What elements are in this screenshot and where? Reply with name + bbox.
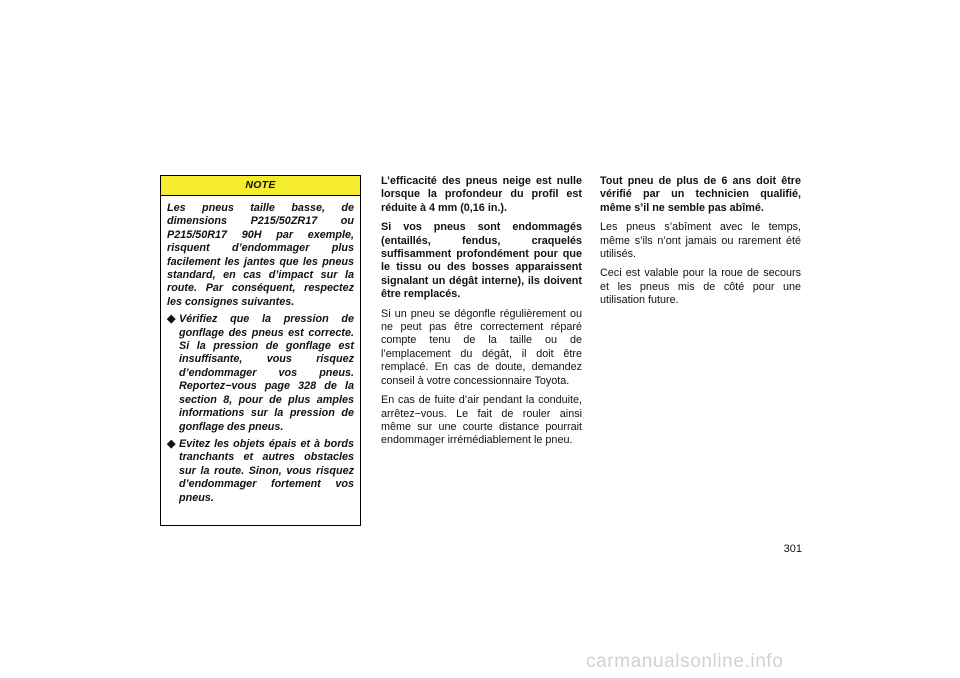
paragraph: Ceci est valable pour la roue de secours et les pneus mis de côté pour une utilisation future.	[600, 267, 801, 307]
watermark: carmanualsonline.info	[586, 651, 784, 672]
page-number: 301	[783, 543, 802, 555]
paragraph: En cas de fuite d’air pendant la conduite, arrêtez−vous. Le fait de rouler ainsi même sur une courte distance pourrait endommager irrémédiablement le pneu.	[381, 394, 582, 447]
note-bullet	[167, 313, 354, 434]
paragraph-bold: L’efficacité des pneus neige est nulle lorsque la profondeur du profil est réduite à 4 mm (0,16 in.).	[381, 175, 582, 214]
note-body	[161, 196, 360, 505]
diamond-bullet-icon: ◆	[167, 313, 176, 326]
paragraph-bold: Si vos pneus sont endommagés (entaillés, fendus, craquelés suffisamment profondément pour que le tissu ou des bosses apparaissent signalant un dégât interne), ils doivent être remplacés.	[381, 221, 582, 301]
note-header: NOTE	[161, 176, 360, 196]
paragraph: Si un pneu se dégonfle régulièrement ou ne peut pas être correctement réparé compte tenu de la taille ou de l’emplacement du dégât, il doit être remplacé. En cas de doute, demandez conseil à votre concessionnaire Toyota.	[381, 307, 582, 387]
paragraph-bold: Tout pneu de plus de 6 ans doit être vérifié par un technicien qualifié, même s’il ne semble pas abîmé.	[600, 175, 801, 214]
text-column-right	[600, 175, 801, 314]
note-intro: Les pneus taille basse, de dimensions P215/50ZR17 ou P215/50R17 90H par exemple, risquent d’endommager plus facilement les jantes que les pneus standard, en cas d’impact sur la route. Par conséquent, respectez les consignes suivantes.	[167, 202, 354, 308]
paragraph: Les pneus s’abîment avec le temps, même s’ils n’ont jamais ou rarement été utilisés.	[600, 221, 801, 261]
note-bullet-text: Vérifiez que la pression de gonflage des pneus est correcte. Si la pression de gonflage est insuffisante, vous risquez d’endommager vos pneus. Reportez−vous page 328 de la section 8, pour de plus amples informations sur la pression de gonflage des pneus.	[179, 313, 354, 433]
diamond-bullet-icon: ◆	[167, 437, 176, 450]
note-bullet-text: Evitez les objets épais et à bords tranchants et autres obstacles sur la route. Sinon, vous risquez d’endommager fortement vos pneus.	[179, 437, 354, 504]
note-bullet	[167, 438, 354, 505]
note-box	[160, 175, 361, 526]
text-column-middle	[381, 175, 582, 454]
